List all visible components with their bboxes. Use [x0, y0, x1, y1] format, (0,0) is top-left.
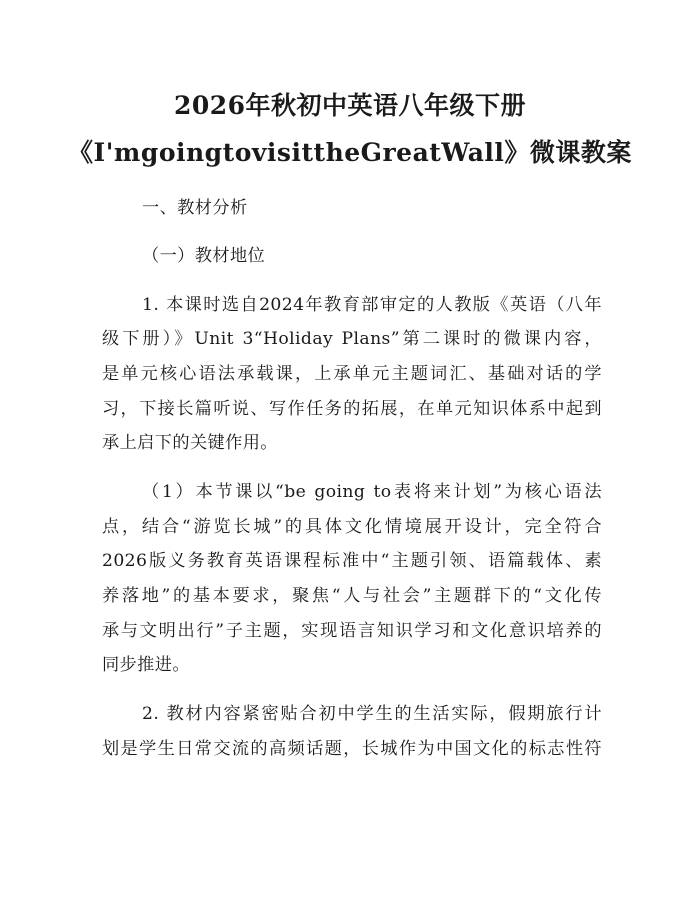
paragraph-line: 划是学生日常交流的高频话题，长城作为中国文化的标志性符 [102, 739, 602, 759]
paragraph-line: （1）本节课以“be going to表将来计划”为核心语法 [142, 482, 602, 502]
document-title-line2: 《I'mgoingtovisittheGreatWall》微课教案 [68, 138, 632, 167]
paragraph-line: 2. 教材内容紧密贴合初中学生的生活实际，假期旅行计 [142, 704, 602, 724]
paragraph-line: 习，下接长篇听说、写作任务的拓展，在单元知识体系中起到 [102, 399, 602, 419]
paragraph-line: 是单元核心语法承载课，上承单元主题词汇、基础对话的学 [102, 364, 602, 384]
paragraph-line: 同步推进。 [102, 655, 190, 675]
paragraph-line: 点，结合“游览长城”的具体文化情境展开设计，完全符合 [102, 517, 602, 537]
paragraph-line: 级下册）》Unit 3“Holiday Plans”第二课时的微课内容， [102, 329, 602, 349]
paragraph-line: 承与文明出行”子主题，实现语言知识学习和文化意识培养的 [102, 621, 602, 641]
paragraph-line: 承上启下的关键作用。 [102, 433, 278, 453]
paragraph-line: 1. 本课时选自2024年教育部审定的人教版《英语（八年 [142, 295, 602, 315]
section-heading: 一、教材分析 [142, 198, 248, 218]
paragraph-line: 2026版义务教育英语课程标准中“主题引领、语篇载体、素 [102, 551, 602, 571]
subsection-heading: （一）教材地位 [142, 246, 266, 266]
paragraph-line: 养落地”的基本要求，聚焦“人与社会”主题群下的“文化传 [102, 586, 602, 606]
document-title-line1: 2026年秋初中英语八年级下册 [173, 91, 527, 120]
